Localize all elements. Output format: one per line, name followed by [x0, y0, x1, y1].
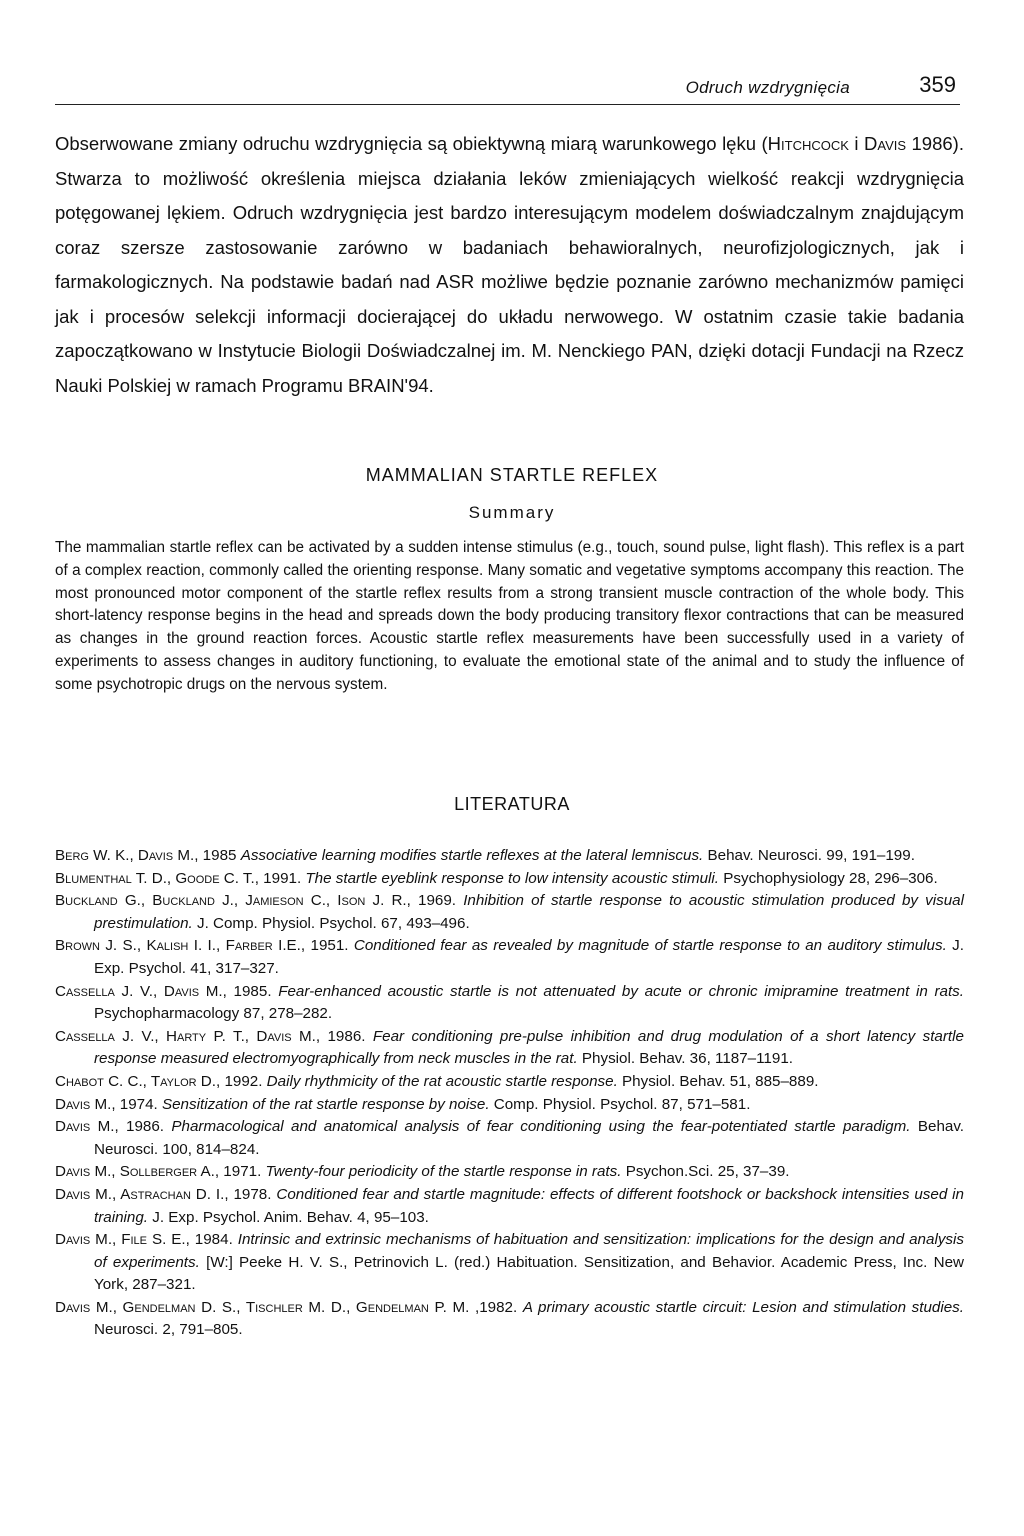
reference-title: Twenty-four periodicity of the startle response in rats.: [265, 1163, 622, 1181]
reference-item: Cassella J. V., Davis M., 1985. Fear-enhanced acoustic startle is not attenuated by acute or chronic imipramine treatment in rats. Psychopharmacology 87, 278–282.: [55, 982, 964, 1023]
reference-authors: Brown J. S., Kalish I. I., Farber I.E.: [55, 937, 301, 955]
reference-title: Fear-enhanced acoustic startle is not attenuated by acute or chronic imipramine treatment in rats.: [278, 982, 964, 1000]
reference-authors: Buckland G., Buckland J., Jamieson C., Ison J. R.: [55, 892, 407, 910]
page-number: 359: [919, 72, 956, 97]
reference-authors: Davis M., Gendelman D. S., Tischler M. D., Gendelman P. M.: [55, 1298, 470, 1316]
reference-title: The startle eyeblink response to low intensity acoustic stimuli.: [305, 869, 720, 887]
reference-title: Inhibition of startle response to acoustic stimulation produced by visual prestimulation.: [94, 892, 964, 932]
reference-item: Blumenthal T. D., Goode C. T., 1991. The startle eyeblink response to low intensity acoustic stimuli. Psychophysiology 28, 296–306.: [55, 869, 938, 887]
reference-title: Fear conditioning pre-pulse inhibition and drug modulation of a short latency startle response measured electromyographically from neck muscles in the rat.: [94, 1027, 964, 1068]
summary-text: The mammalian startle reflex can be activated by a sudden intense stimulus (e.g., touch, sound pulse, light flash). This reflex is a part of a complex reaction, commonly called the orienting response. Many somatic and vegetative symptoms accompany this reaction. The most pronounced motor component of the startle reflex results from a strong transient muscle contraction of the whole body. This short-latency response begins in the head and spreads down the body producing transitory flexor contractions that can be measured as changes in the ground reaction forces. Acoustic startle reflex measurements have been successfully used in a variety of experiments to assess changes in auditory functioning, to evaluate the emotional state of the animal and to study the influence of some psychotropic drugs on the nervous system.: [55, 539, 964, 693]
reference-item: Davis M., Astrachan D. I., 1978. Conditioned fear and startle magnitude: effects of different footshock or backshock intensities used in training. J. Exp. Psychol. Anim. Behav. 4, 95–103.: [55, 1185, 964, 1226]
reference-item: Brown J. S., Kalish I. I., Farber I.E., 1951. Conditioned fear as revealed by magnitude of startle response to an auditory stimulus. J. Exp. Psychol. 41, 317–327.: [55, 937, 964, 977]
reference-item: Chabot C. C., Taylor D., 1992. Daily rhythmicity of the rat acoustic startle response. Physiol. Behav. 51, 885–889.: [55, 1072, 819, 1090]
summary-heading: MAMMALIAN STARTLE REFLEX: [365, 465, 659, 485]
reference-item: Davis M., File S. E., 1984. Intrinsic and extrinsic mechanisms of habituation and sensitization: implications for the design and analysis of experiments. [W:] Peeke H. V. S., Petrinovich L. (red.) Habituation. Sensitization, and Behavior. Academic Press, Inc. New York, 287–321.: [55, 1231, 964, 1294]
reference-authors: Blumenthal T. D., Goode C. T.: [55, 869, 255, 887]
reference-item: Davis M., Sollberger A., 1971. Twenty-four periodicity of the startle response in rats. Psychon.Sci. 25, 37–39.: [55, 1163, 790, 1181]
reference-title: Associative learning modifies startle reflexes at the lateral lemniscus.: [240, 847, 704, 864]
author-citation: Davis: [864, 133, 907, 154]
running-title: Odruch wzdrygnięcia: [685, 78, 850, 97]
reference-title: Conditioned fear as revealed by magnitude of startle response to an auditory stimulus.: [353, 937, 947, 955]
reference-title: Conditioned fear and startle magnitude: effects of different footshock or backshock intensities used in training.: [94, 1185, 964, 1226]
reference-list: [55, 845, 964, 1342]
summary-subheading: Summary: [468, 503, 556, 522]
reference-authors: Chabot C. C., Taylor D.: [55, 1072, 216, 1090]
reference-title: Intrinsic and extrinsic mechanisms of habituation and sensitization: implications for the design and analysis of experiments.: [94, 1231, 964, 1271]
reference-item: Davis M., 1974. Sensitization of the rat startle response by noise. Comp. Physiol. Psychol. 87, 571–581.: [55, 1095, 751, 1113]
reference-title: Daily rhythmicity of the rat acoustic startle response.: [266, 1072, 618, 1090]
literature-heading: LITERATURA: [454, 794, 570, 814]
reference-authors: Davis M., Sollberger A.: [55, 1163, 215, 1181]
reference-authors: Davis M.: [55, 1118, 115, 1136]
reference-authors: Davis M., Astrachan D. I.: [55, 1185, 225, 1203]
reference-authors: Cassella J. V., Davis M.: [55, 982, 223, 1000]
reference-title: Sensitization of the rat startle response by noise.: [161, 1095, 490, 1113]
reference-item: Cassella J. V., Harty P. T., Davis M., 1986. Fear conditioning pre-pulse inhibition and drug modulation of a short latency startle response measured electromyographically from neck muscles in the rat. Physiol. Behav. 36, 1187–1191.: [55, 1027, 964, 1068]
reference-authors: Davis M.: [55, 1095, 112, 1113]
reference-authors: Davis M., File S. E.: [55, 1231, 186, 1249]
reference-item: Berg W. K., Davis M., 1985 Associative learning modifies startle reflexes at the lateral lemniscus. Behav. Neurosci. 99, 191–199.: [55, 847, 915, 864]
reference-item: Davis M., Gendelman D. S., Tischler M. D., Gendelman P. M. ,1982. A primary acoustic startle circuit: Lesion and stimulation studies. Neurosci. 2, 791–805.: [55, 1298, 964, 1339]
reference-item: Buckland G., Buckland J., Jamieson C., Ison J. R., 1969. Inhibition of startle response to acoustic stimulation produced by visual prestimulation. J. Comp. Physiol. Psychol. 67, 493–496.: [55, 892, 964, 932]
body-paragraph: Obserwowane zmiany odruchu wzdrygnięcia są obiektywną miarą warunkowego lęku (Hitchcock i Davis 1986). Stwarza to możliwość określenia miejsca działania leków zmieniających wielkość reakcji wzdrygnięcia potęgowanej lękiem. Odruch wzdrygnięcia jest bardzo interesującym modelem doświadczalnym znajdującym coraz szersze zastosowanie zarówno w badaniach behawioralnych, neurofizjologicznych, jak i farmakologicznych. Na podstawie badań nad ASR możliwe będzie poznanie zarówno mechanizmów pamięci jak i procesów selekcji informacji docierającej do układu nerwowego. W ostatnim czasie takie badania zapoczątkowano w Instytucie Biologii Doświadczalnej im. M. Nenckiego PAN, dzięki dotacji Fundacji na Rzecz Nauki Polskiej w ramach Programu BRAIN'94.: [55, 133, 964, 396]
reference-title: Pharmacological and anatomical analysis of fear conditioning using the fear-potentiated startle paradigm.: [171, 1118, 911, 1136]
reference-item: Davis M., 1986. Pharmacological and anatomical analysis of fear conditioning using the fear-potentiated startle paradigm. Behav. Neurosci. 100, 814–824.: [55, 1118, 965, 1158]
running-header: [55, 72, 960, 105]
reference-title: A primary acoustic startle circuit: Lesion and stimulation studies.: [522, 1298, 964, 1316]
author-citation: Hitchcock: [767, 133, 849, 154]
reference-authors: Cassella J. V., Harty P. T., Davis M.: [55, 1027, 316, 1045]
reference-authors: Berg W. K., Davis M.: [55, 847, 195, 864]
